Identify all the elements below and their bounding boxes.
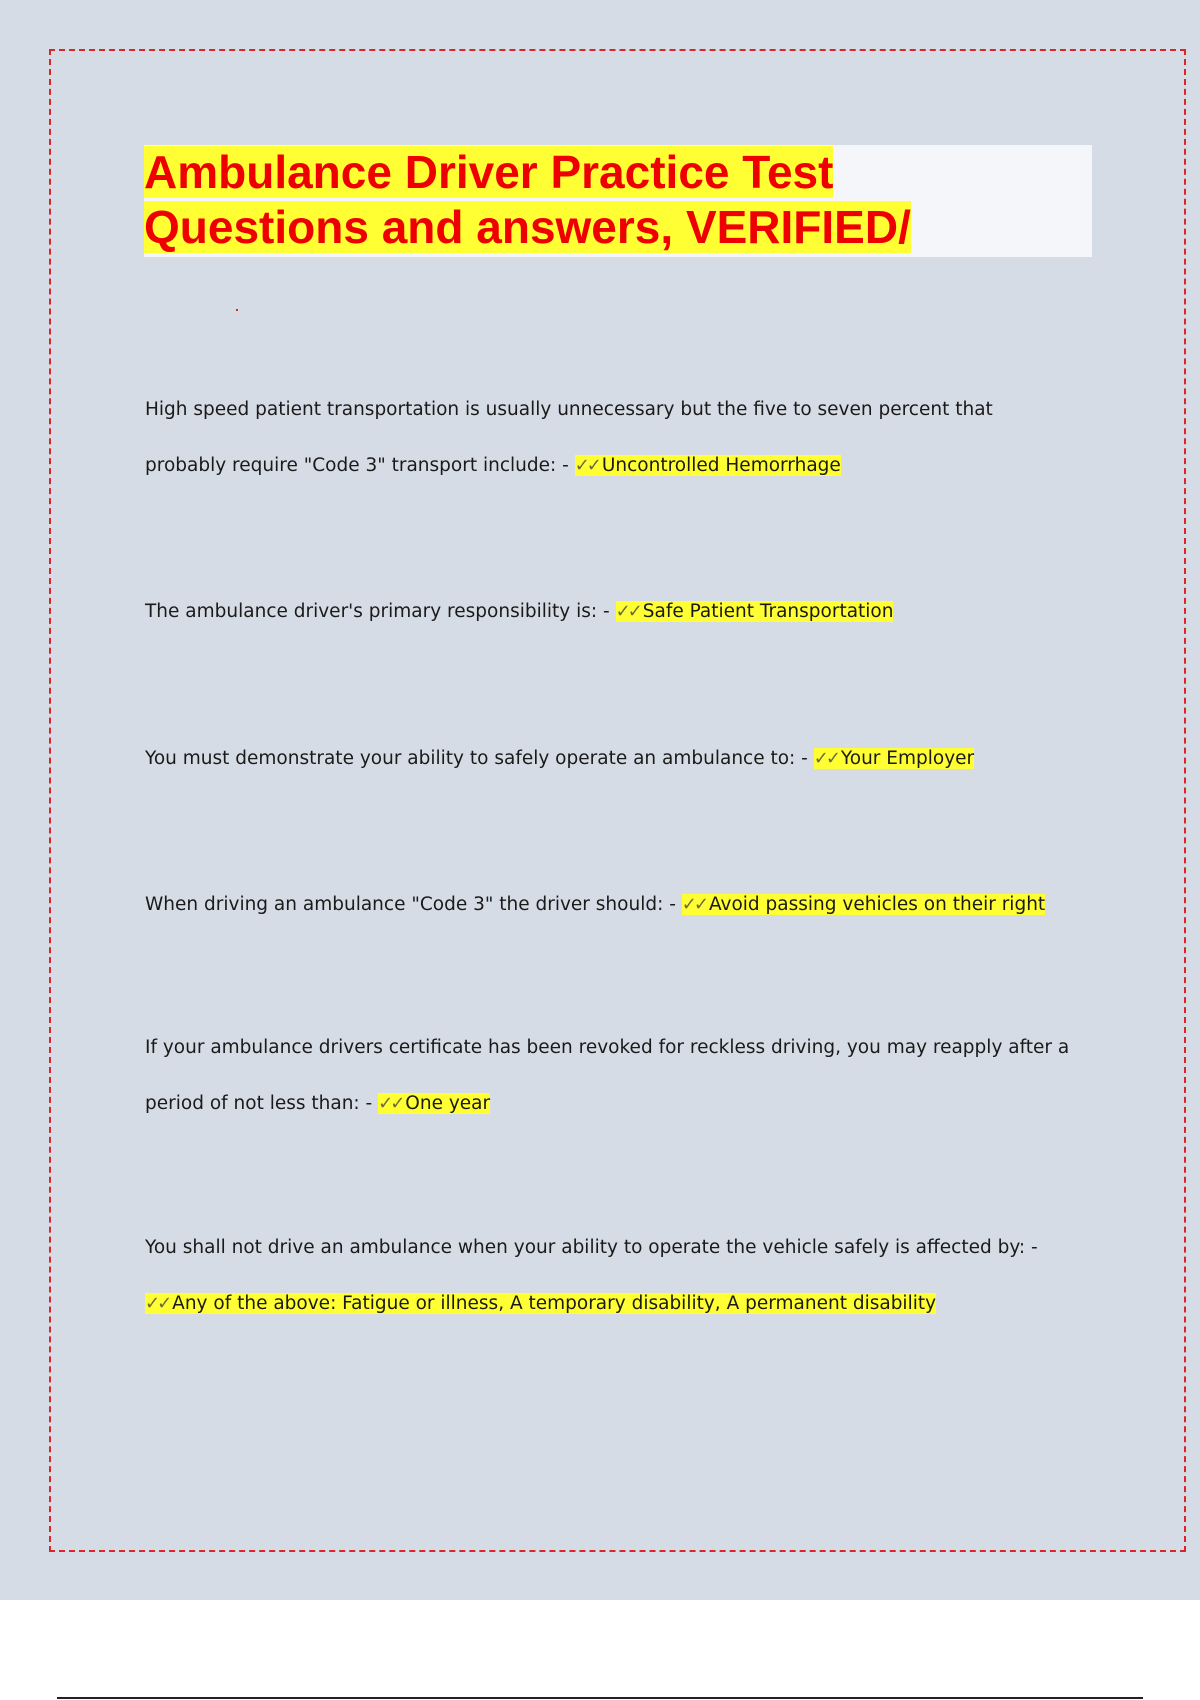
double-check-icon: ✓✓: [615, 601, 640, 622]
stray-dot: [236, 309, 238, 311]
answer-text: One year: [405, 1093, 491, 1114]
title-block: [144, 145, 1092, 257]
answer-text: Avoid passing vehicles on their right: [708, 894, 1046, 915]
question-text: You shall not drive an ambulance when your ability to operate the vehicle safely is affected by: -: [145, 1237, 1038, 1258]
qa-item-5: [145, 1020, 1075, 1132]
double-check-icon: ✓✓: [574, 455, 599, 476]
qa-item-3: [145, 731, 1075, 787]
answer-highlight: [145, 1293, 936, 1314]
qa-item-1: [145, 382, 1075, 494]
double-check-icon: ✓✓: [813, 748, 838, 769]
double-check-icon: ✓✓: [378, 1093, 403, 1114]
qa-item-6: [145, 1220, 1075, 1332]
answer-text: Uncontrolled Hemorrhage: [601, 455, 841, 476]
answer-highlight: [575, 455, 841, 476]
title-line-2: Questions and answers, VERIFIED/: [144, 201, 911, 253]
answer-text: Your Employer: [840, 748, 975, 769]
footer-divider: [57, 1697, 1143, 1699]
question-text: High speed patient transportation is usually unnecessary but the five to seven percent that probably require "Code 3" transport include: -: [145, 399, 993, 476]
title-line-1: Ambulance Driver Practice Test: [144, 146, 834, 198]
question-text: You must demonstrate your ability to safely operate an ambulance to: -: [145, 748, 808, 769]
answer-highlight: [616, 601, 894, 622]
answer-text: Safe Patient Transportation: [642, 601, 894, 622]
question-text: When driving an ambulance "Code 3" the driver should: -: [145, 894, 676, 915]
question-text: The ambulance driver's primary responsibility is: -: [145, 601, 610, 622]
question-text: If your ambulance drivers certificate has been revoked for reckless driving, you may reapply after a period of not less than: -: [145, 1037, 1070, 1114]
qa-item-2: [145, 584, 1075, 640]
double-check-icon: ✓✓: [145, 1293, 170, 1314]
document-title: [144, 145, 1092, 255]
qa-item-4: [145, 877, 1075, 933]
answer-highlight: [378, 1093, 490, 1114]
answer-highlight: [682, 894, 1045, 915]
answer-highlight: [814, 748, 974, 769]
answer-text: Any of the above: Fatigue or illness, A temporary disability, A permanent disability: [172, 1293, 937, 1314]
double-check-icon: ✓✓: [681, 894, 706, 915]
